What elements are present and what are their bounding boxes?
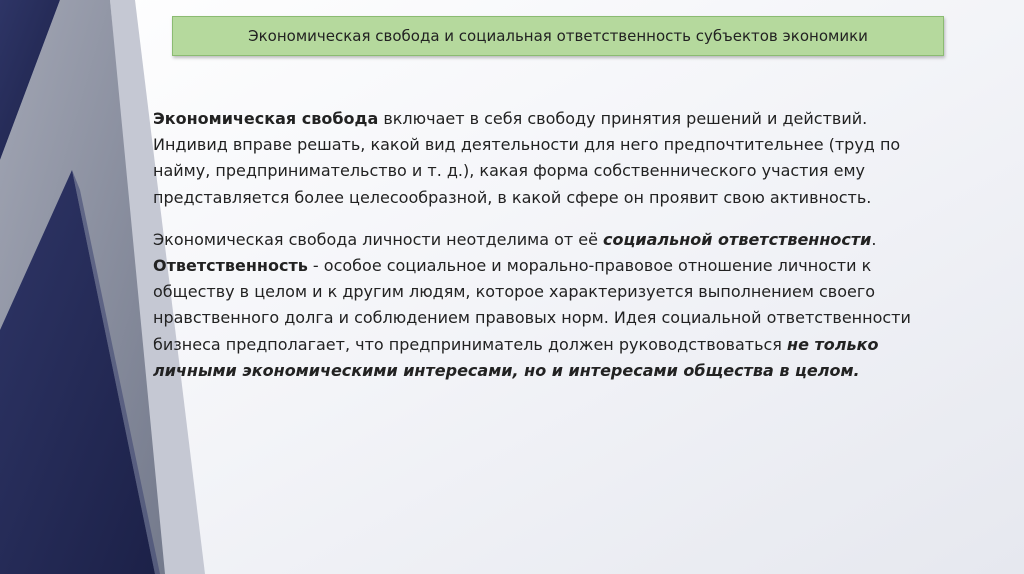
paragraph-intro: Экономическая свобода личности неотделима от её	[153, 229, 604, 249]
term-responsibility: Ответственность	[153, 256, 308, 276]
slide-body	[153, 106, 943, 384]
paragraph-responsibility	[153, 227, 943, 384]
slide-title-box	[172, 16, 944, 56]
emphasis-closing: не только личными экономическими интересами, но и интересами общества в целом.	[153, 334, 879, 380]
paragraph-text: включает в себя свободу принятия решений и действий. Индивид вправе решать, какой вид деятельности для него предпочтительнее (труд по найму, предпринимательство и т. д.), какая форма собственнического участия ему представляется более целесообразной, в какой сфере он проявит свою активность.	[153, 109, 901, 207]
paragraph-text: - особое социальное и морально-правовое отношение личности к обществу в целом и к другим людям, которое характеризуется выполнением своего нравственного долга и соблюдением правовых норм. Идея социальной ответственности бизнеса предполагает, что предприниматель должен руководствоваться	[153, 256, 911, 354]
emphasis-social-responsibility: социальной ответственности	[603, 229, 872, 249]
slide-title: Экономическая свобода и социальная ответственность субъектов экономики	[248, 27, 868, 45]
term-economic-freedom: Экономическая свобода	[153, 109, 379, 128]
paragraph-intro-end: .	[871, 229, 877, 249]
paragraph-economic-freedom	[153, 106, 943, 211]
